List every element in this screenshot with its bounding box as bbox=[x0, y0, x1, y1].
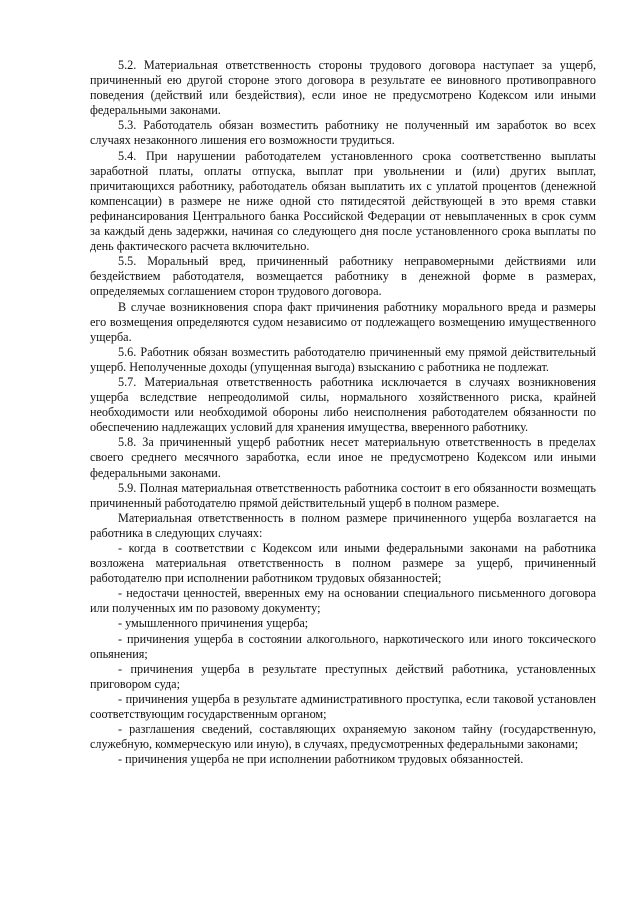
list-item: - умышленного причинения ущерба; bbox=[118, 616, 309, 631]
paragraph-5-7: 5.7. Материальная ответственность работника исключается в случаях возникновения ущерба вследствие непреодолимой силы, нормального хозяйственного риска, крайней необходимости или необходимой обороны либо неисполнения работодателем обязанности по обеспечению надлежащих условий для хранения имущества, вверенного работнику. bbox=[90, 374, 596, 435]
paragraph-5-6: 5.6. Работник обязан возместить работодателю причиненный ему прямой действительный ущерб. Неполученные доходы (упущенная выгода) взысканию с работника не подлежат. bbox=[90, 344, 596, 374]
list-item: - разглашения сведений, составляющих охраняемую законом тайну (государственную, служебную, коммерческую или иную), в случаях, предусмотренных федеральными законами; bbox=[90, 722, 596, 752]
paragraph-5-4: 5.4. При нарушении работодателем установленного срока соответственно выплаты заработной платы, оплаты отпуска, выплат при увольнении и (или) других выплат, причитающихся работнику, работодатель обязан выплатить их с уплатой процентов (денежной компенсации) в размере не ниже одной сто пятидесятой действующей в это время ставки рефинансирования Центрального банка Российской Федерации от невыплаченных в срок сумм за каждый день задержки, начиная со следующего дня после установленного срока выплаты по день фактического расчета включительно. bbox=[90, 148, 596, 254]
paragraph-5-2: 5.2. Материальная ответственность стороны трудового договора наступает за ущерб, причиненный ею другой стороне этого договора в результате ее виновного противоправного поведения (действий или бездействия), если иное не предусмотрено Кодексом или иными федеральными законами. bbox=[90, 58, 596, 118]
paragraph-5-3: 5.3. Работодатель обязан возместить работнику не полученный им заработок во всех случаях незаконного лишения его возможности трудиться. bbox=[90, 118, 596, 148]
list-item: - причинения ущерба не при исполнении работником трудовых обязанностей. bbox=[118, 752, 524, 767]
list-item: - причинения ущерба в результате административного проступка, если таковой установлен соответствующим государственным органом; bbox=[90, 691, 596, 722]
list-item: - причинения ущерба в результате преступных действий работника, установленных приговором суда; bbox=[90, 661, 596, 691]
document-body bbox=[90, 58, 596, 767]
paragraph-5-5: 5.5. Моральный вред, причиненный работнику неправомерными действиями или бездействием работодателя, возмещается работнику в денежной форме в размерах, определяемых соглашением сторон трудового договора. bbox=[90, 254, 596, 299]
paragraph-5-8: 5.8. За причиненный ущерб работник несет материальную ответственность в пределах своего среднего месячного заработка, если иное не предусмотрено Кодексом или иными федеральными законами. bbox=[90, 435, 596, 480]
paragraph-full-liability-intro: Материальная ответственность в полном размере причиненного ущерба возлагается на работника в следующих случаях: bbox=[90, 510, 596, 540]
list-item: - недостачи ценностей, вверенных ему на основании специального письменного договора или полученных им по разовому документу; bbox=[90, 586, 596, 616]
list-item: - причинения ущерба в состоянии алкогольного, наркотического или иного токсического опьянения; bbox=[90, 631, 596, 661]
paragraph-moral-harm-dispute: В случае возникновения спора факт причинения работнику морального вреда и размеры его возмещения определяются судом независимо от подлежащего возмещению имущественного ущерба. bbox=[90, 299, 596, 344]
paragraph-5-9: 5.9. Полная материальная ответственность работника состоит в его обязанности возмещать причиненный работодателю прямой действительный ущерб в полном размере. bbox=[90, 480, 596, 510]
list-item: - когда в соответствии с Кодексом или иными федеральными законами на работника возложена материальная ответственность в полном размере за ущерб, причиненный работодателю при исполнении работником трудовых обязанностей; bbox=[90, 541, 596, 586]
